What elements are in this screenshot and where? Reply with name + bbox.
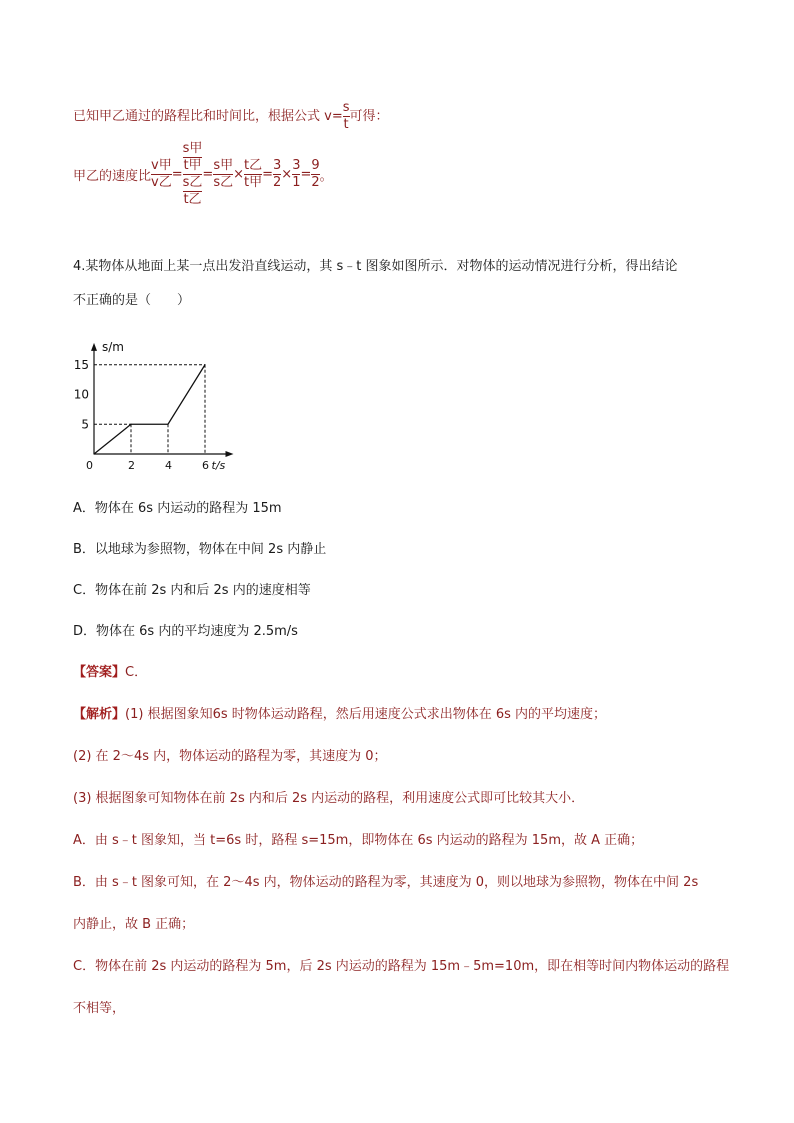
question-line-2: 不正确的是（ ） — [73, 293, 191, 308]
answer-line — [73, 661, 147, 680]
st-series-line — [94, 365, 205, 454]
x-axis-arrow — [226, 451, 234, 457]
x-tick-label: 2 — [128, 459, 135, 472]
s-t-graph — [70, 318, 270, 478]
analysis-c-line2: 不相等， — [73, 1001, 126, 1016]
x-tick-label: 0 — [86, 459, 93, 472]
st-point — [93, 453, 94, 454]
x-tick-label: 6 — [202, 459, 209, 472]
v-ratio: $\frac{\text{v甲}}{\text{v乙}}$ — [151, 158, 172, 190]
t-ratio: $\frac{\text{t乙}}{\text{t甲}}$ — [244, 158, 263, 190]
st-point — [167, 424, 168, 425]
speed-ratio-label: 甲乙的速度比 — [73, 169, 152, 184]
ratio-9-2: $\frac{9}{2}$ — [311, 158, 320, 190]
analysis-b-line1: B．由 s﹣t 图象可知，在 2～4s 内，物体运动的路程为零，其速度为 0，则以地球为参照物，物体在中间 2s — [73, 875, 699, 890]
answer-label: 【答案】 — [73, 665, 126, 680]
intro-text-after: 可得： — [349, 109, 389, 124]
x-tick-label: 4 — [165, 459, 172, 472]
speed-ratio-formula: 甲乙的速度比 $\frac{\text{v甲}}{\text{v乙}}$ = $\frac{\frac{\text{s甲}}{\text{t甲}}}{\frac{\text{s乙}}{\text{t乙}}}$ = $\frac{\text{s甲}}{\text{s乙}}$ × $\frac{\text{t乙}}{\text{t甲}}$ = $\frac{3}{2}$ × $\frac{3}{1}$ = $\frac{9}{2}$ 。 — [73, 141, 333, 207]
x-axis-label: t/s — [211, 459, 226, 472]
analysis-label: 【解析】 — [73, 707, 126, 722]
analysis-b-line2: 内静止，故 B 正确； — [73, 917, 195, 932]
y-tick-label: 15 — [73, 357, 89, 372]
question-line-1: 4.某物体从地面上某一点出发沿直线运动，其 s﹣t 图象如图所示．对物体的运动情况进行分析，得出结论 — [73, 259, 678, 274]
option-c: C．物体在前 2s 内和后 2s 内的速度相等 — [73, 583, 311, 598]
s-ratio: $\frac{\text{s甲}}{\text{s乙}}$ — [213, 158, 234, 190]
formula-denominator: t — [343, 117, 349, 132]
analysis-a: A．由 s﹣t 图象知，当 t=6s 时，路程 s=15m，即物体在 6s 内运动的路程为 15m，故 A 正确； — [73, 833, 644, 848]
y-axis-arrow — [91, 343, 97, 351]
intro-text-before: 已知甲乙通过的路程比和时间比，根据公式 v= — [73, 109, 343, 124]
ratio-3-1: $\frac{3}{1}$ — [292, 158, 301, 190]
analysis-p2: (2) 在 2～4s 内，物体运动的路程为零，其速度为 0； — [73, 749, 387, 764]
y-axis-label: s/m — [102, 339, 124, 354]
intro-line — [73, 101, 389, 132]
option-b: B．以地球为参照物，物体在中间 2s 内静止 — [73, 542, 327, 557]
option-d: D．物体在 6s 内的平均速度为 2.5m/s — [73, 624, 298, 639]
analysis-c-line1: C．物体在前 2s 内运动的路程为 5m，后 2s 内运动的路程为 15m﹣5m=10m，即在相等时间内物体运动的路程 — [73, 959, 730, 974]
analysis-p3: (3) 根据图象可知物体在前 2s 内和后 2s 内运动的路程，利用速度公式即可比较其大小． — [73, 791, 585, 806]
formula-numerator: s — [342, 100, 350, 115]
compound-fraction: $\frac{\frac{\text{s甲}}{\text{t甲}}}{\frac{\text{s乙}}{\text{t乙}}}$ — [182, 141, 203, 207]
formula-fraction — [343, 101, 350, 132]
analysis-p1: 【解析】(1) 根据图象知6s 时物体运动路程，然后用速度公式求出物体在 6s 内的平均速度； — [73, 707, 607, 722]
st-point — [130, 424, 131, 425]
option-a: A．物体在 6s 内运动的路程为 15m — [73, 501, 282, 516]
y-tick-label: 5 — [81, 417, 89, 432]
y-tick-label: 10 — [73, 387, 89, 402]
st-point — [204, 364, 205, 365]
answer-value: C． — [125, 665, 148, 680]
ratio-3-2: $\frac{3}{2}$ — [273, 158, 282, 190]
